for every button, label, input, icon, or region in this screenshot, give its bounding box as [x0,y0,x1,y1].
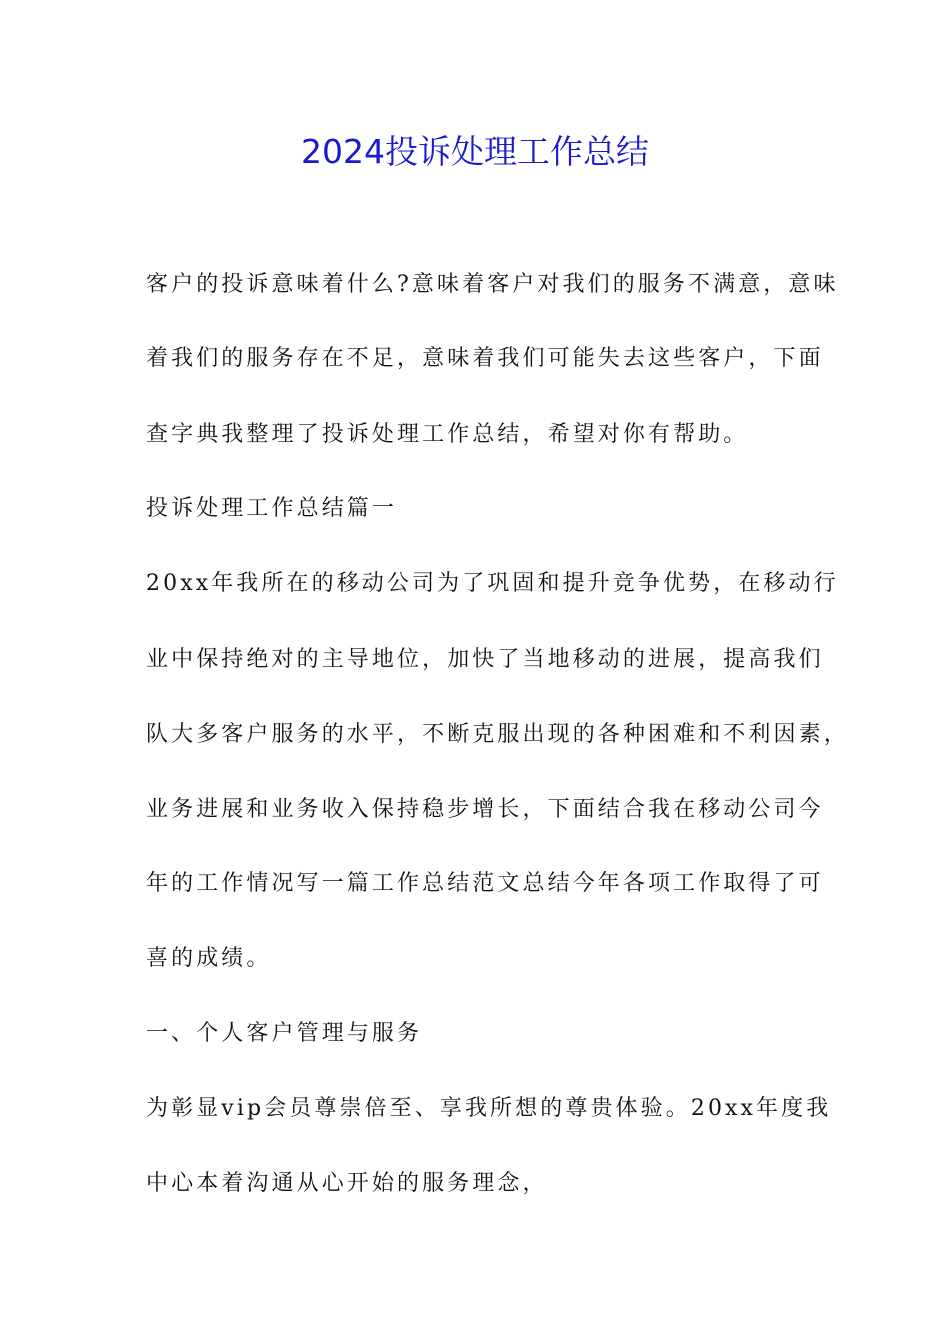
paragraph-line: 喜的成绩。 [146,946,272,971]
paragraph-line: 年的工作情况写一篇工作总结范文总结今年各项工作取得了可 [146,871,824,896]
paragraph-line: 为彰显vip会员尊崇倍至、享我所想的尊贵体验。20xx年度我 [146,1096,832,1121]
paragraph-line: 客户的投诉意味着什么?意味着客户对我们的服务不满意，意味 [146,272,839,297]
paragraph-line: 业中保持绝对的主导地位，加快了当地移动的进展，提高我们 [146,647,824,672]
paragraph-line: 着我们的服务存在不足，意味着我们可能失去这些客户，下面 [146,346,824,371]
paragraph-line: 中心本着沟通从心开始的服务理念， [146,1171,548,1196]
section-heading: 投诉处理工作总结篇一 [146,496,398,521]
section-heading: 一、个人客户管理与服务 [146,1021,423,1046]
paragraph-line: 20xx年我所在的移动公司为了巩固和提升竞争优势，在移动行 [146,571,839,596]
paragraph-line: 查字典我整理了投诉处理工作总结，希望对你有帮助。 [146,422,749,447]
document-title: 2024投诉处理工作总结 [301,132,649,171]
paragraph-line: 队大多客户服务的水平，不断克服出现的各种困难和不利因素， [146,722,849,747]
paragraph-line: 业务进展和业务收入保持稳步增长，下面结合我在移动公司今 [146,797,824,822]
